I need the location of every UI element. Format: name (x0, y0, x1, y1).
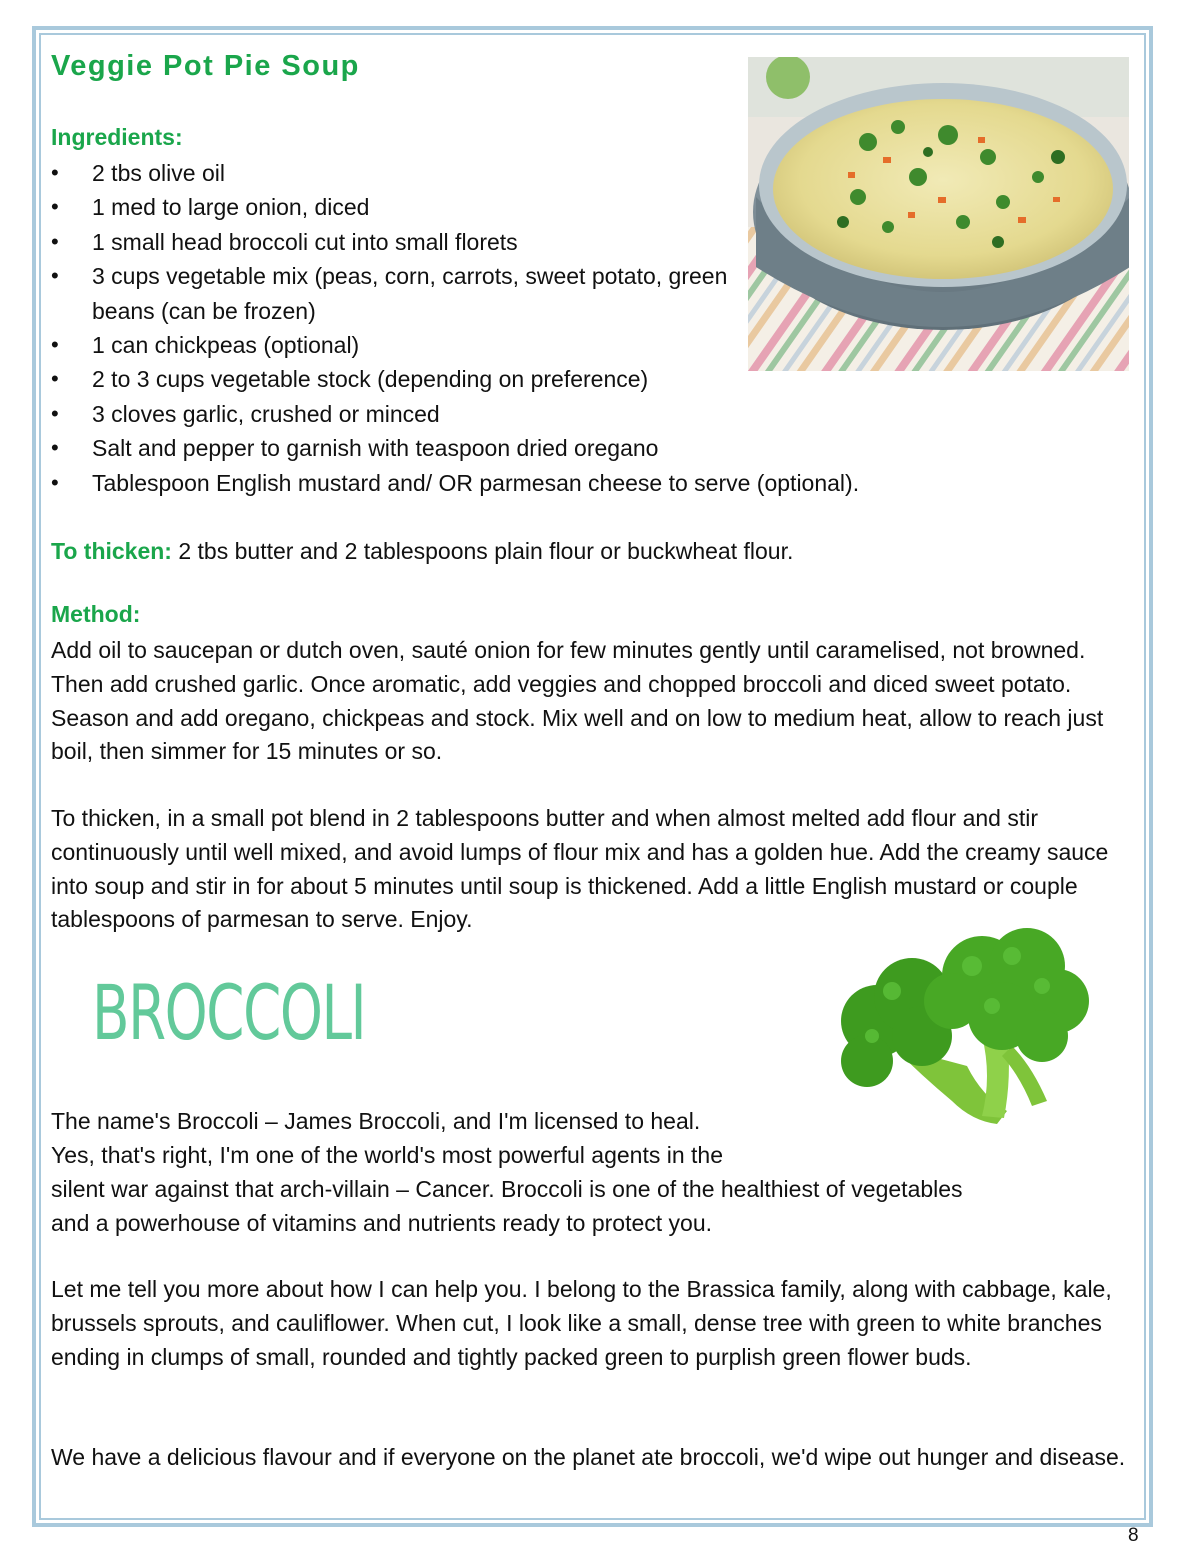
ingredient-item: • Tablespoon English mustard and/ OR parmesan cheese to serve (optional). (51, 466, 951, 500)
recipe-title: Veggie Pot Pie Soup (51, 50, 360, 82)
method-heading: Method: (51, 601, 141, 627)
broccoli-illustration (832, 926, 1094, 1133)
ingredient-item: • Salt and pepper to garnish with teaspoon dried oregano (51, 431, 951, 465)
broccoli-word-art: BROCCOLI (92, 968, 366, 1057)
broccoli-paragraph: Let me tell you more about how I can help you. I belong to the Brassica family, along with cabbage, kale, brussels sprouts, and cauliflower. When cut, I look like a small, dense tree with green to white branches ending in clumps of small, rounded and tightly packed green to purplish green flower buds. (51, 1276, 1112, 1370)
thicken-line (51, 534, 793, 568)
broccoli-intro-line: and a powerhouse of vitamins and nutrients ready to protect you. (51, 1210, 713, 1236)
ingredients-list (51, 156, 951, 500)
method-paragraph: Add oil to saucepan or dutch oven, sauté onion for few minutes gently until caramelised, not browned. Then add crushed garlic. Once aromatic, add veggies and chopped broccoli and diced sweet potato. Season and add oregano, chickpeas and stock. Mix well and on low to medium heat, allow to reach just boil, then simmer for 15 minutes or so. (51, 637, 1104, 765)
ingredient-item: • 1 med to large onion, diced (51, 190, 951, 224)
ingredients-heading: Ingredients: (51, 124, 183, 150)
ingredient-item: • 3 cloves garlic, crushed or minced (51, 397, 951, 431)
broccoli-intro-line: silent war against that arch-villain – Cancer. Broccoli is one of the healthiest of vegetables (51, 1176, 963, 1202)
ingredient-item: • 2 to 3 cups vegetable stock (depending on preference) (51, 362, 951, 396)
ingredient-item: • 1 small head broccoli cut into small florets (51, 225, 951, 259)
broccoli-image (832, 926, 1094, 1133)
ingredient-item: • 2 tbs olive oil (51, 156, 951, 190)
thicken-text: 2 tbs butter and 2 tablespoons plain flour or buckwheat flour. (171, 538, 794, 564)
ingredient-item: • 1 can chickpeas (optional) (51, 328, 951, 362)
broccoli-intro-line: Yes, that's right, I'm one of the world's most powerful agents in the (51, 1142, 724, 1168)
broccoli-paragraph: We have a delicious flavour and if everyone on the planet ate broccoli, we'd wipe out hunger and disease. (51, 1444, 1126, 1470)
broccoli-intro-line: The name's Broccoli – James Broccoli, and I'm licensed to heal. (51, 1108, 701, 1134)
page-number: 8 (1128, 1525, 1139, 1546)
ingredient-item: • 3 cups vegetable mix (peas, corn, carrots, sweet potato, green beans (can be frozen) (51, 259, 732, 328)
method-paragraph: To thicken, in a small pot blend in 2 tablespoons butter and when almost melted add flour and stir continuously until well mixed, and avoid lumps of flour mix and has a golden hue. Add the creamy sauce into soup and stir in for about 5 minutes until soup is thickened. Add a little English mustard or couple tablespoons of parmesan to serve. Enjoy. (51, 805, 1109, 933)
thicken-label: To thicken: (51, 538, 172, 564)
